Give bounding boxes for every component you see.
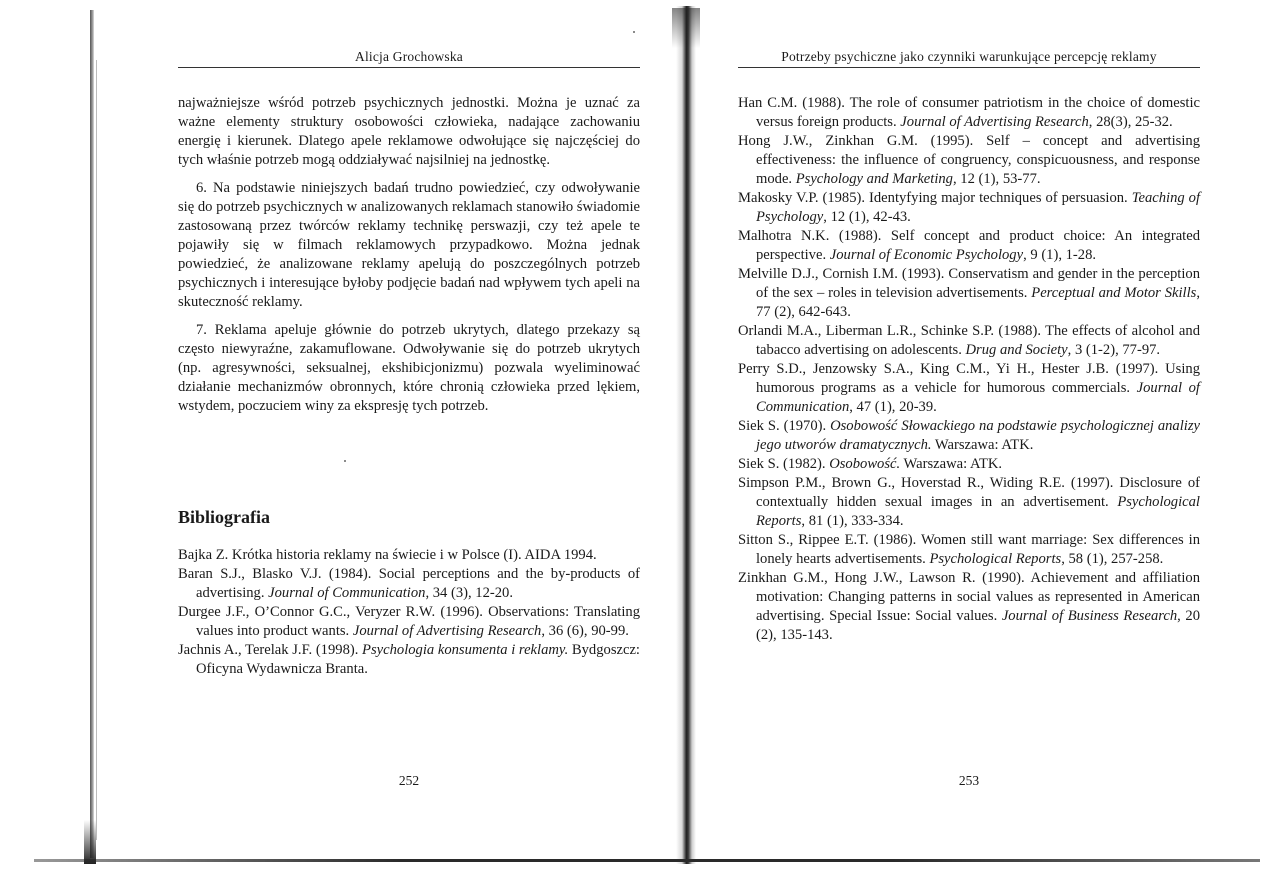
- bibliography-entry: Orlandi M.A., Liberman L.R., Schinke S.P. (1988). The effects of alcohol and tabacco advertising on adolescents. Drug and Society, 3 (1-2), 77-97.: [738, 323, 1200, 358]
- page-edge-line: [96, 60, 97, 840]
- page-number: 252: [398, 773, 420, 788]
- running-head-rule: [178, 67, 640, 68]
- bibliography-entry: Perry S.D., Jenzowsky S.A., King C.M., Yi H., Hester J.B. (1997). Using humorous programs as a vehicle for humorous commercials. Journal of Communication, 47 (1), 20-39.: [738, 361, 1200, 415]
- bottom-edge-line: [34, 859, 1260, 862]
- page-number: 253: [958, 773, 980, 788]
- paragraph: 6. Na podstawie niniejszych badań trudno powiedzieć, czy odwoływanie się do potrzeb psychicznych w analizowanych reklamach stanowiło świadomie zastosowaną przez twórców reklamy technikę perswazji, czy też apele te pojawiły się w filmach reklamowych przypadkowo. Można jednak powiedzieć, że analizowane reklamy apelują do poszczególnych potrzeb psychicznych i interesujące byłoby podjęcie badań nad wpływem tych apeli na skuteczność reklamy.: [178, 180, 640, 310]
- bibliography-entry: Siek S. (1970). Osobowość Słowackiego na podstawie psychologicznej analizy jego utworów dramatycznych. Warszawa: ATK.: [738, 418, 1200, 453]
- bibliography-entry: Bajka Z. Krótka historia reklamy na świecie i w Polsce (I). AIDA 1994.: [178, 547, 597, 563]
- bibliography-entry: Siek S. (1982). Osobowość. Warszawa: ATK.: [738, 456, 1003, 472]
- bibliography-entry: Sitton S., Rippee E.T. (1986). Women still want marriage: Sex differences in lonely hearts advertisements. Psychological Reports, 58 (1), 257-258.: [738, 532, 1200, 567]
- bottom-corner-shadow: [84, 820, 96, 864]
- bibliography-entry: Simpson P.M., Brown G., Hoverstad R., Widing R.E. (1997). Disclosure of contextually hidden sexual images in an advertisement. Psychological Reports, 81 (1), 333-334.: [738, 475, 1200, 529]
- bibliography-entry: Jachnis A., Terelak J.F. (1998). Psychologia konsumenta i reklamy. Bydgoszcz: Oficyna Wydawnicza Branta.: [178, 642, 640, 677]
- page-edge-shadow: [90, 10, 94, 858]
- scan-speck: [633, 31, 635, 33]
- bibliography-entry: Hong J.W., Zinkhan G.M. (1995). Self – concept and advertising effectiveness: the influence of congruency, conspicuousness, and response mode. Psychology and Marketing, 12 (1), 53-77.: [738, 133, 1200, 187]
- paragraph: najważniejsze wśród potrzeb psychicznych jednostki. Można je uznać za ważne elementy struktury osobowości człowieka, nadające zachowaniu energię i kierunek. Dlatego apele reklamowe odwołujące się najczęściej do tych właśnie potrzeb mogą oddziaływać najsilniej na jednostkę.: [178, 95, 640, 168]
- scan-speck: [344, 460, 346, 462]
- bibliography-list: [178, 546, 640, 679]
- bibliography-list: [738, 94, 1200, 645]
- bibliography-entry: Durgee J.F., O’Connor G.C., Veryzer R.W. (1996). Observations: Translating values into product wants. Journal of Advertising Research, 36 (6), 90-99.: [178, 604, 640, 639]
- running-head-rule: [738, 67, 1200, 68]
- bibliography-entry: Makosky V.P. (1985). Identyfying major techniques of persuasion. Teaching of Psychology, 12 (1), 42-43.: [738, 190, 1200, 225]
- bibliography-entry: Han C.M. (1988). The role of consumer patriotism in the choice of domestic versus foreign products. Journal of Advertising Research, 28(3), 25-32.: [738, 95, 1200, 130]
- bibliography-entry: Malhotra N.K. (1988). Self concept and product choice: An integrated perspective. Journal of Economic Psychology, 9 (1), 1-28.: [738, 228, 1200, 263]
- bibliography-entry: Baran S.J., Blasko V.J. (1984). Social perceptions and the by-products of advertising. Journal of Communication, 34 (3), 12-20.: [178, 566, 640, 601]
- body-text: [178, 94, 640, 416]
- gutter-shadow: [672, 8, 700, 48]
- paragraph: 7. Reklama apeluje głównie do potrzeb ukrytych, dlatego przekazy są często niewyraźne, zakamuflowane. Odwoływanie się do potrzeb ukrytych (np. agresywności, seksualnej, ekshibicjonizmu) pozwala wyeliminować działanie mechanizmów obronnych, które chronią człowieka przed lękiem, wstydem, poczuciem winy za ekspresję tych potrzeb.: [178, 322, 640, 414]
- bibliography-entry: Melville D.J., Cornish I.M. (1993). Conservatism and gender in the perception of the sex – roles in television advertisements. Perceptual and Motor Skills, 77 (2), 642-643.: [738, 266, 1200, 320]
- section-title: Bibliografia: [178, 507, 271, 527]
- running-head-title: Potrzeby psychiczne jako czynniki warunkujące percepcję reklamy: [781, 49, 1157, 64]
- book-gutter: [676, 6, 696, 864]
- running-head-author: Alicja Grochowska: [355, 49, 463, 64]
- bibliography-entry: Zinkhan G.M., Hong J.W., Lawson R. (1990). Achievement and affiliation motivation: Changing patterns in social values as represented in American advertising. Special Issue: Social values. Journal of Business Research, 20 (2), 135-143.: [738, 570, 1200, 643]
